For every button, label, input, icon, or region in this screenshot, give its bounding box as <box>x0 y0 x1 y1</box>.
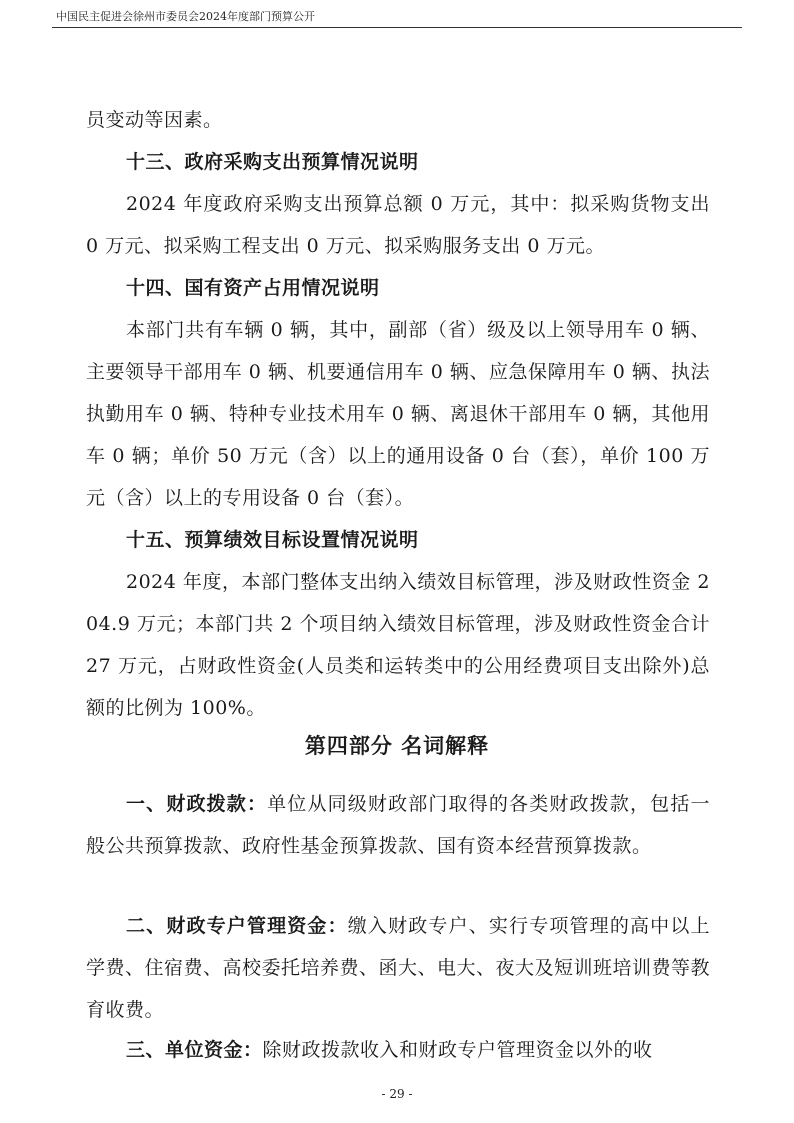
term-definition: 缴入财政专户、实行专项管理的高中以上学费、住宿费、高校委托培养费、函大、电大、夜大及短训班培训费等教育收费。 <box>86 915 711 1021</box>
header-divider <box>52 27 742 28</box>
paragraph-14: 本部门共有车辆 0 辆，其中，副部（省）级及以上领导用车 0 辆、主要领导干部用车 0 辆、机要通信用车 0 辆、应急保障用车 0 辆、执法执勤用车 0 辆、特种专业技术用车 0 辆、离退休干部用车 0 辆，其他用车 0 辆；单价 50 万元（含）以上的通用设备 0 台（套），单价 100 万元（含）以上的专用设备 0 台（套）。 <box>86 319 710 509</box>
part-title: 第四部分 名词解释 <box>304 734 490 758</box>
paragraph-15: 2024 年度，本部门整体支出纳入绩效目标管理，涉及财政性资金 204.9 万元；本部门共 2 个项目纳入绩效目标管理，涉及财政性资金合计 27 万元，占财政性资金(人员类和运转类中的公用经费项目支出除外)总额的比例为 100%。 <box>86 571 710 719</box>
page-number: - 29 - <box>381 1087 413 1101</box>
term-entry-3 <box>86 1029 710 1071</box>
term-definition: 除财政拨款收入和财政专户管理资金以外的收 <box>262 1039 653 1061</box>
term-entry-2 <box>86 905 710 1031</box>
term-label: 一、财政拨款： <box>126 793 268 815</box>
paragraph-13: 2024 年度政府采购支出预算总额 0 万元，其中：拟采购货物支出 0 万元、拟采购工程支出 0 万元、拟采购服务支出 0 万元。 <box>86 193 710 257</box>
term-label: 二、财政专户管理资金： <box>126 915 348 937</box>
term-definition: 单位从同级财政部门取得的各类财政拨款，包括一般公共预算拨款、政府性基金预算拨款、国有资本经营预算拨款。 <box>86 793 710 857</box>
term-label: 三、单位资金： <box>126 1039 263 1061</box>
section-heading-13: 十三、政府采购支出预算情况说明 <box>126 151 419 173</box>
section-heading-15: 十五、预算绩效目标设置情况说明 <box>126 529 419 551</box>
paragraph-continued: 员变动等因素。 <box>86 109 223 131</box>
section-heading-14: 十四、国有资产占用情况说明 <box>126 277 380 299</box>
term-entry-1 <box>86 783 710 867</box>
running-header: 中国民主促进会徐州市委员会2024年度部门预算公开 <box>56 10 315 23</box>
